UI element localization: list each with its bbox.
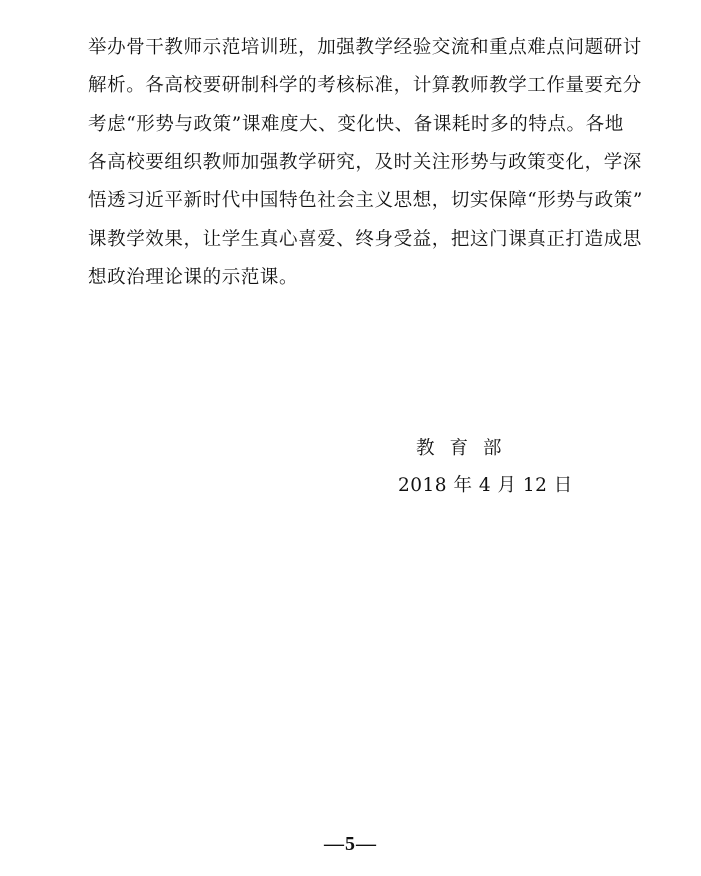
paragraph-line: 举办骨干教师示范培训班，加强教学经验交流和重点难点问题研讨 <box>88 37 642 58</box>
paragraph-line: 解析。各高校要研制科学的考核标准，计算教师教学工作量要充分 <box>88 75 642 96</box>
paragraph-line: 各高校要组织教师加强教学研究，及时关注形势与政策变化，学深 <box>88 152 642 173</box>
signature-organization: 教育部 <box>416 438 517 459</box>
paragraph-line: 课教学效果，让学生真心喜爱、终身受益，把这门课真正打造成思 <box>88 229 642 250</box>
signature-date: 2018 年 4 月 12 日 <box>398 475 573 496</box>
paragraph-line: 考虑“形势与政策”课难度大、变化快、备课耗时多的特点。各地 <box>88 114 624 135</box>
paragraph-line: 悟透习近平新时代中国特色社会主义思想，切实保障“形势与政策” <box>88 190 643 211</box>
page-number: —5— <box>324 833 377 855</box>
paragraph-line: 想政治理论课的示范课。 <box>88 267 299 288</box>
